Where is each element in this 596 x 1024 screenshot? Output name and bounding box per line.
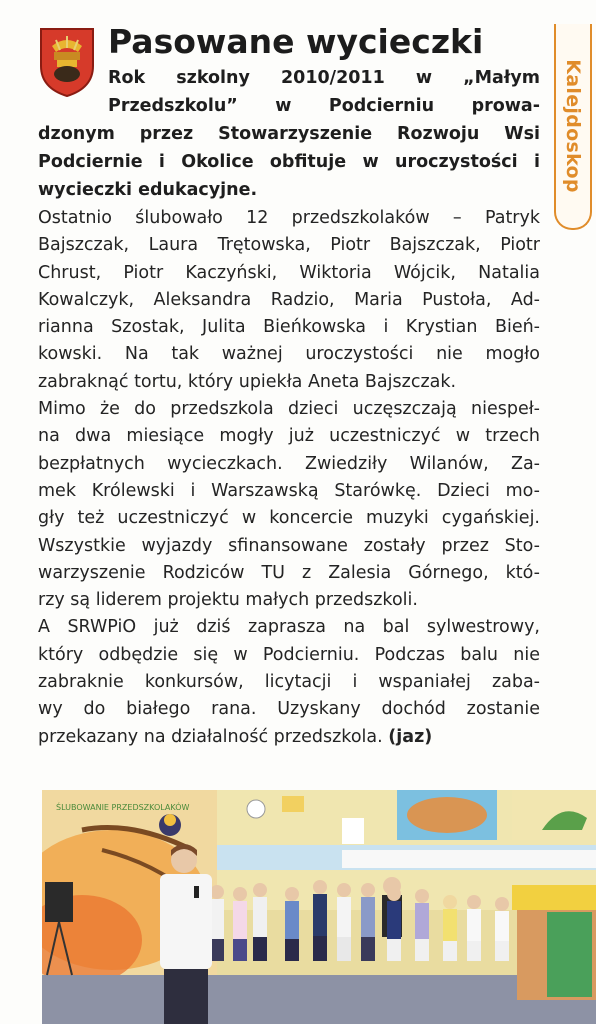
body-line: mek Królewski i Warszawską Starówkę. Dzieci mo- [38, 480, 540, 501]
kindergarten-photo [42, 790, 596, 1024]
body-line: Wszystkie wyjazdy sfinansowane zostały przez Sto- [38, 535, 540, 556]
article-title: Pasowane wycieczki [108, 22, 484, 61]
body-line: rianna Szostak, Julita Bieńkowska i Krystian Bień- [38, 317, 540, 338]
body-line: Ostatnio ślubowało 12 przedszkolaków – Patryk [38, 208, 540, 228]
lead-line: Przedszkolu” w Podcierniu prowa- [108, 96, 540, 116]
body-line: Bajszczak, Laura Trętowska, Piotr Bajszczak, Piotr [38, 235, 540, 256]
body-line: Kowalczyk, Aleksandra Radzio, Maria Pustoła, Ad- [38, 289, 540, 310]
body-line: A SRWPiO już dziś zaprasza na bal sylwestrowy, [38, 617, 540, 638]
author-signature: (jaz) [388, 726, 433, 747]
body-line: zabraknąć tortu, który upiekła Aneta Bajszczak. [38, 371, 457, 392]
body-line: zabraknie konkursów, licytacji i wspaniałej zaba- [38, 672, 540, 693]
body-line: Mimo że do przedszkola dzieci uczęszczają niespeł- [38, 399, 540, 420]
body-line: na dwa miesiące mogły już uczestniczyć w trzech [38, 426, 540, 447]
body-line-last [38, 724, 540, 751]
body-line: rzy są liderem projektu małych przedszkoli. [38, 590, 418, 611]
article-body [38, 205, 540, 751]
body-line: gły też uczestniczyć w koncercie muzyki cygańskiej. [38, 508, 540, 529]
body-line: Chrust, Piotr Kaczyński, Wiktoria Wójcik, Natalia [38, 262, 540, 283]
section-tab-label: Kalejdoskop [562, 59, 584, 193]
body-line: bezpłatnych wycieczkach. Zwiedziły Wilanów, Za- [38, 453, 540, 474]
body-line-text: przekazany na działalność przedszkola. [38, 726, 383, 747]
lead-line: wycieczki edukacyjne. [38, 180, 258, 200]
photo-banner-text: ŚLUBOWANIE PRZEDSZKOLAKÓW [56, 803, 190, 812]
section-tab [554, 24, 592, 230]
lead-line: Podciernie i Okolice obfituje w uroczystości i [38, 152, 540, 172]
lead-line: Rok szkolny 2010/2011 w „Małym [108, 68, 540, 88]
article-lead [38, 64, 540, 204]
lead-line: dzonym przez Stowarzyszenie Rozwoju Wsi [38, 124, 540, 144]
body-line: wy do białego rana. Uzyskany dochód zostanie [38, 699, 540, 720]
body-line: warzyszenie Rodziców TU z Zalesia Górnego, któ- [38, 562, 540, 583]
body-line: który odbędzie się w Podcierniu. Podczas balu nie [38, 644, 540, 665]
body-line: kowski. Na tak ważnej uroczystości nie mogło [38, 344, 540, 365]
